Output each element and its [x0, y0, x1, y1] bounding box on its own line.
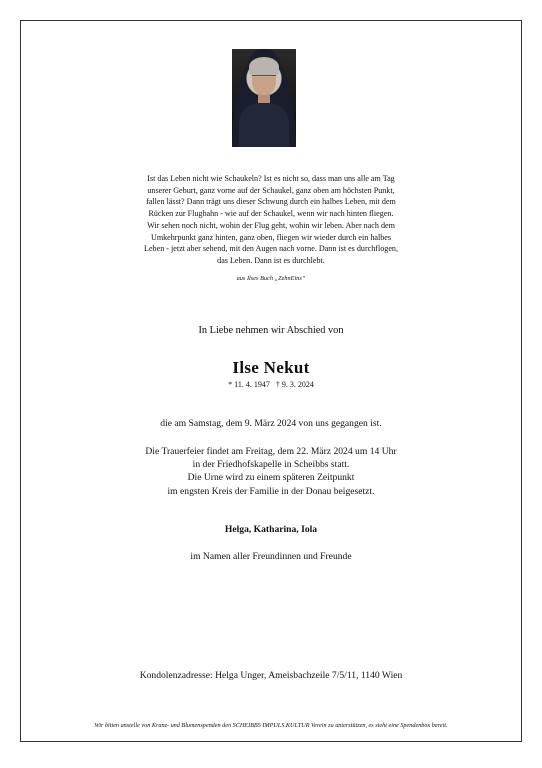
condolence-address: Kondolenzadresse: Helga Unger, Ameisbachzeile 7/5/11, 1140 Wien [139, 670, 403, 681]
poem-source: aus Ilses Buch „ZehnEins“ [236, 275, 306, 282]
deceased-name: Ilse Nekut [232, 358, 310, 377]
funeral-line: im engsten Kreis der Familie in der Donau beigesetzt. [167, 485, 375, 497]
farewell-intro: In Liebe nehmen wir Abschied von [198, 325, 344, 336]
friends-line: im Namen aller Freundinnen und Freunde [190, 551, 352, 562]
funeral-details [20, 445, 522, 498]
poem-line: Rücken zur Flugbahn - wie auf der Schaukel, wenn wir nach hinten fliegen. [148, 209, 394, 219]
poem-line: Wir sehen noch nicht, wohin der Flug geht, wohin wir leben. Aber nach dem [147, 220, 395, 230]
poem-line: Ist das Leben nicht wie Schaukeln? Ist es nicht so, dass man uns alle am Tag [147, 174, 395, 183]
life-dates: * 11. 4. 1947 † 9. 3. 2024 [228, 380, 314, 389]
funeral-line: Die Trauerfeier findet am Freitag, dem 22. März 2024 um 14 Uhr [145, 446, 397, 457]
funeral-line: in der Friedhofskapelle in Scheibbs statt. [192, 459, 350, 471]
poem-line: Umkehrpunkt ganz hinten, ganz oben, fliegen wir wieder durch ein halbes [150, 232, 392, 242]
donation-footer: Wir bitten anstelle von Kranz- und Blumenspenden den SCHEIBBS IMPULS.KULTUR Verein zu unterstützen, es steht eine Spendenbox bereit. [94, 722, 448, 729]
poem-text [20, 173, 522, 267]
poem-line: fallen lässt? Dann trägt uns dieser Schwung durch ein halbes Leben, mit dem [146, 197, 396, 207]
signers: Helga, Katharina, Iola [224, 524, 318, 535]
portrait-photo [232, 49, 296, 147]
death-notice: die am Samstag, dem 9. März 2024 von uns gegangen ist. [160, 418, 382, 429]
poem-line: unserer Geburt, ganz vorne auf der Schaukel, ganz oben am höchsten Punkt, [147, 185, 395, 195]
poem-line: das Leben. Dann ist es durchlebt. [217, 255, 325, 265]
funeral-line: Die Urne wird zu einem späteren Zeitpunkt [187, 472, 355, 484]
poem-line: Leben - jetzt aber sehend, mit den Augen nach vorne. Dann ist es durchflogen, [144, 244, 398, 254]
